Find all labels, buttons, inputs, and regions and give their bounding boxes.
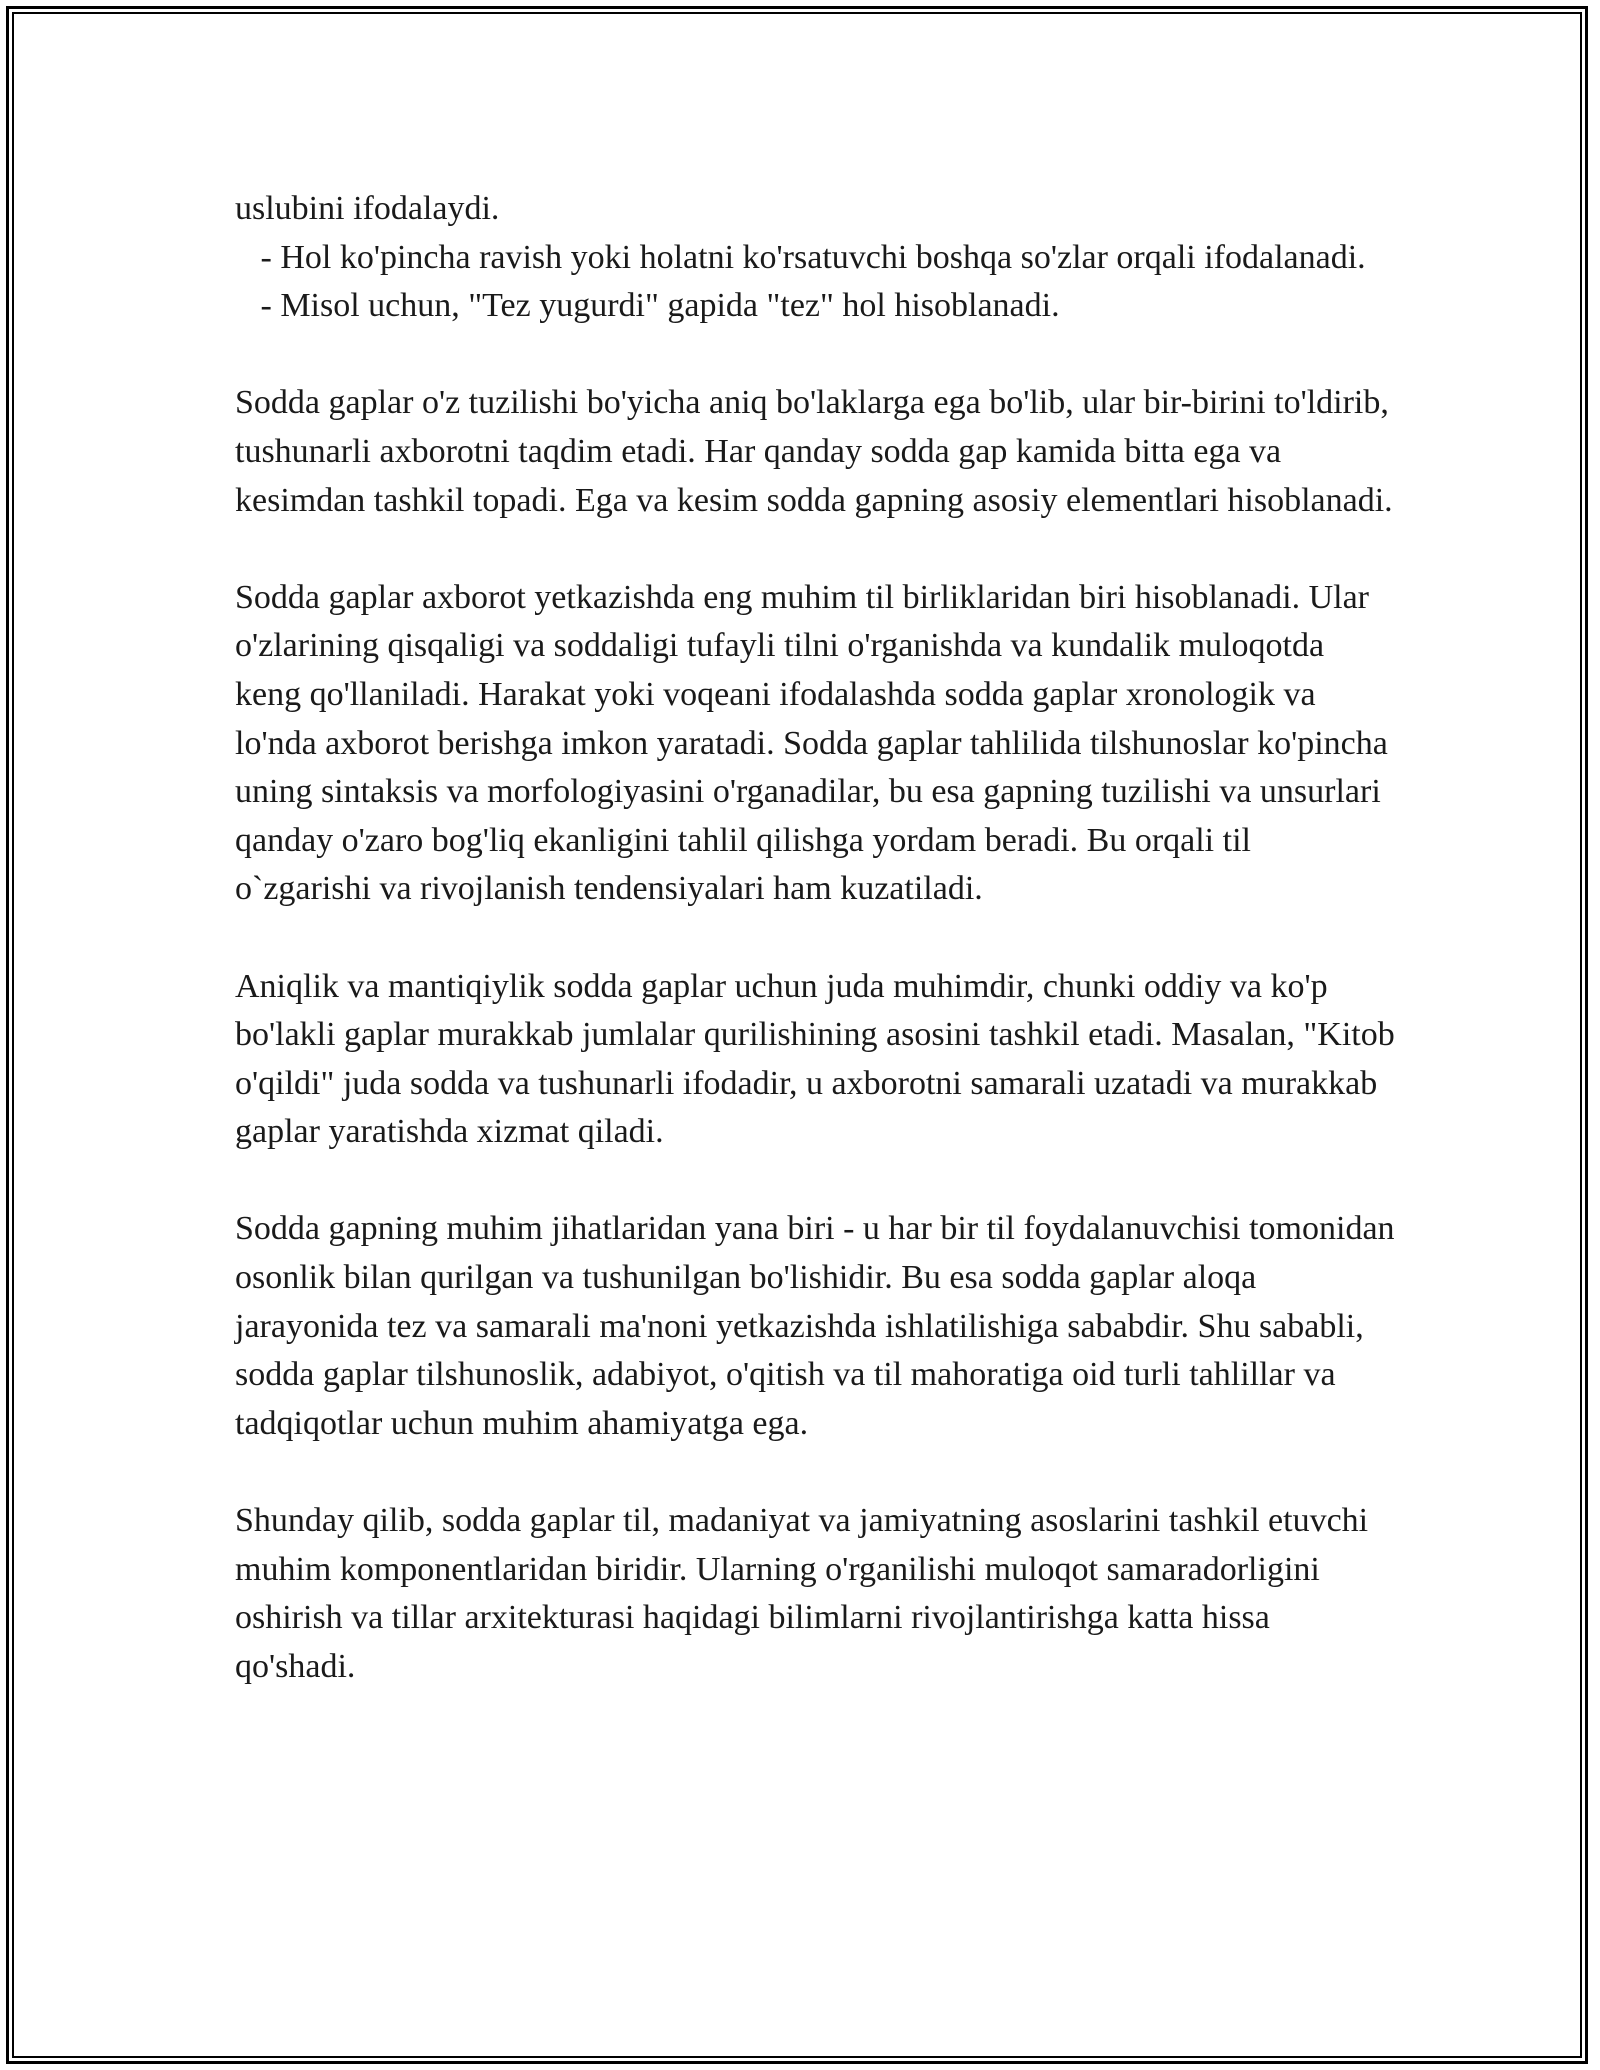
paragraph: Sodda gaplar axborot yetkazishda eng muhim til birliklaridan biri hisoblanadi. Ular o'zlarining qisqaligi va soddaligi tufayli tilni o'rganishda va kundalik muloqotda keng qo'llaniladi. Harakat yoki voqeani ifodalashda sodda gaplar xronologik va lo'nda axborot berishga imkon yaratadi. Sodda gaplar tahlilida tilshunoslar ko'pincha uning sintaksis va morfologiyasini o'rganadilar, bu esa gapning tuzilishi va unsurlari qanday o'zaro bog'liq ekanligini tahlil qilishga yordam beradi. Bu orqali til o`zgarishi va rivojlanish tendensiyalari ham kuzatiladi. xyxy=(235,578,1397,908)
bullet-line: - Hol ko'pincha ravish yoki holatni ko'rsatuvchi boshqa so'zlar orqali ifodalanadi. xyxy=(235,238,1366,276)
paragraph-gap xyxy=(235,914,1395,963)
bullet-line: - Misol uchun, "Tez yugurdi" gapida "tez" hol hisoblanadi. xyxy=(235,287,1060,325)
paragraph: Sodda gapning muhim jihatlaridan yana biri - u har bir til foydalanuvchisi tomonidan osonlik bilan qurilgan va tushunilgan bo'lishidir. Bu esa sodda gaplar aloqa jarayonida tez va samarali ma'noni yetkazishda ishlatilishiga sababdir. Shu sababli, sodda gaplar tilshunoslik, adabiyot, o'qitish va til mahoratiga oid turli tahlillar va tadqiqotlar uchun muhim ahamiyatga ega. xyxy=(235,1210,1404,1442)
paragraph-gap xyxy=(235,1448,1395,1497)
intro-line: uslubini ifodalaydi. xyxy=(235,190,500,227)
paragraph: Sodda gaplar o'z tuzilishi bo'yicha aniq bo'laklarga ega bo'lib, ular bir-birini to'ldirib, tushunarli axborotni taqdim etadi. Har qanday sodda gap kamida bitta ega va kesimdan tashkil topadi. Ega va kesim sodda gapning asosiy elementlari hisoblanadi. xyxy=(235,384,1398,519)
paragraph-gap xyxy=(235,1157,1395,1206)
paragraph: Aniqlik va mantiqiylik sodda gaplar uchun juda muhimdir, chunki oddiy va ko'p bo'lakli gaplar murakkab jumlalar qurilishining asosini tashkil etadi. Masalan, "Kitob o'qildi" juda sodda va tushunarli ifodadir, u axborotni samarali uzatadi va murakkab gaplar yaratishda xizmat qiladi. xyxy=(235,967,1404,1151)
paragraph-gap xyxy=(235,525,1395,574)
paragraph: Shunday qilib, sodda gaplar til, madaniyat va jamiyatning asoslarini tashkil etuvchi muhim komponentlaridan biridir. Ularning o'rganilishi muloqot samaradorligini oshirish va tillar arxitekturasi haqidagi bilimlarni rivojlantirishga katta hissa qo'shadi. xyxy=(235,1502,1377,1685)
paragraph-gap xyxy=(235,331,1395,380)
document-body xyxy=(235,185,1404,1691)
